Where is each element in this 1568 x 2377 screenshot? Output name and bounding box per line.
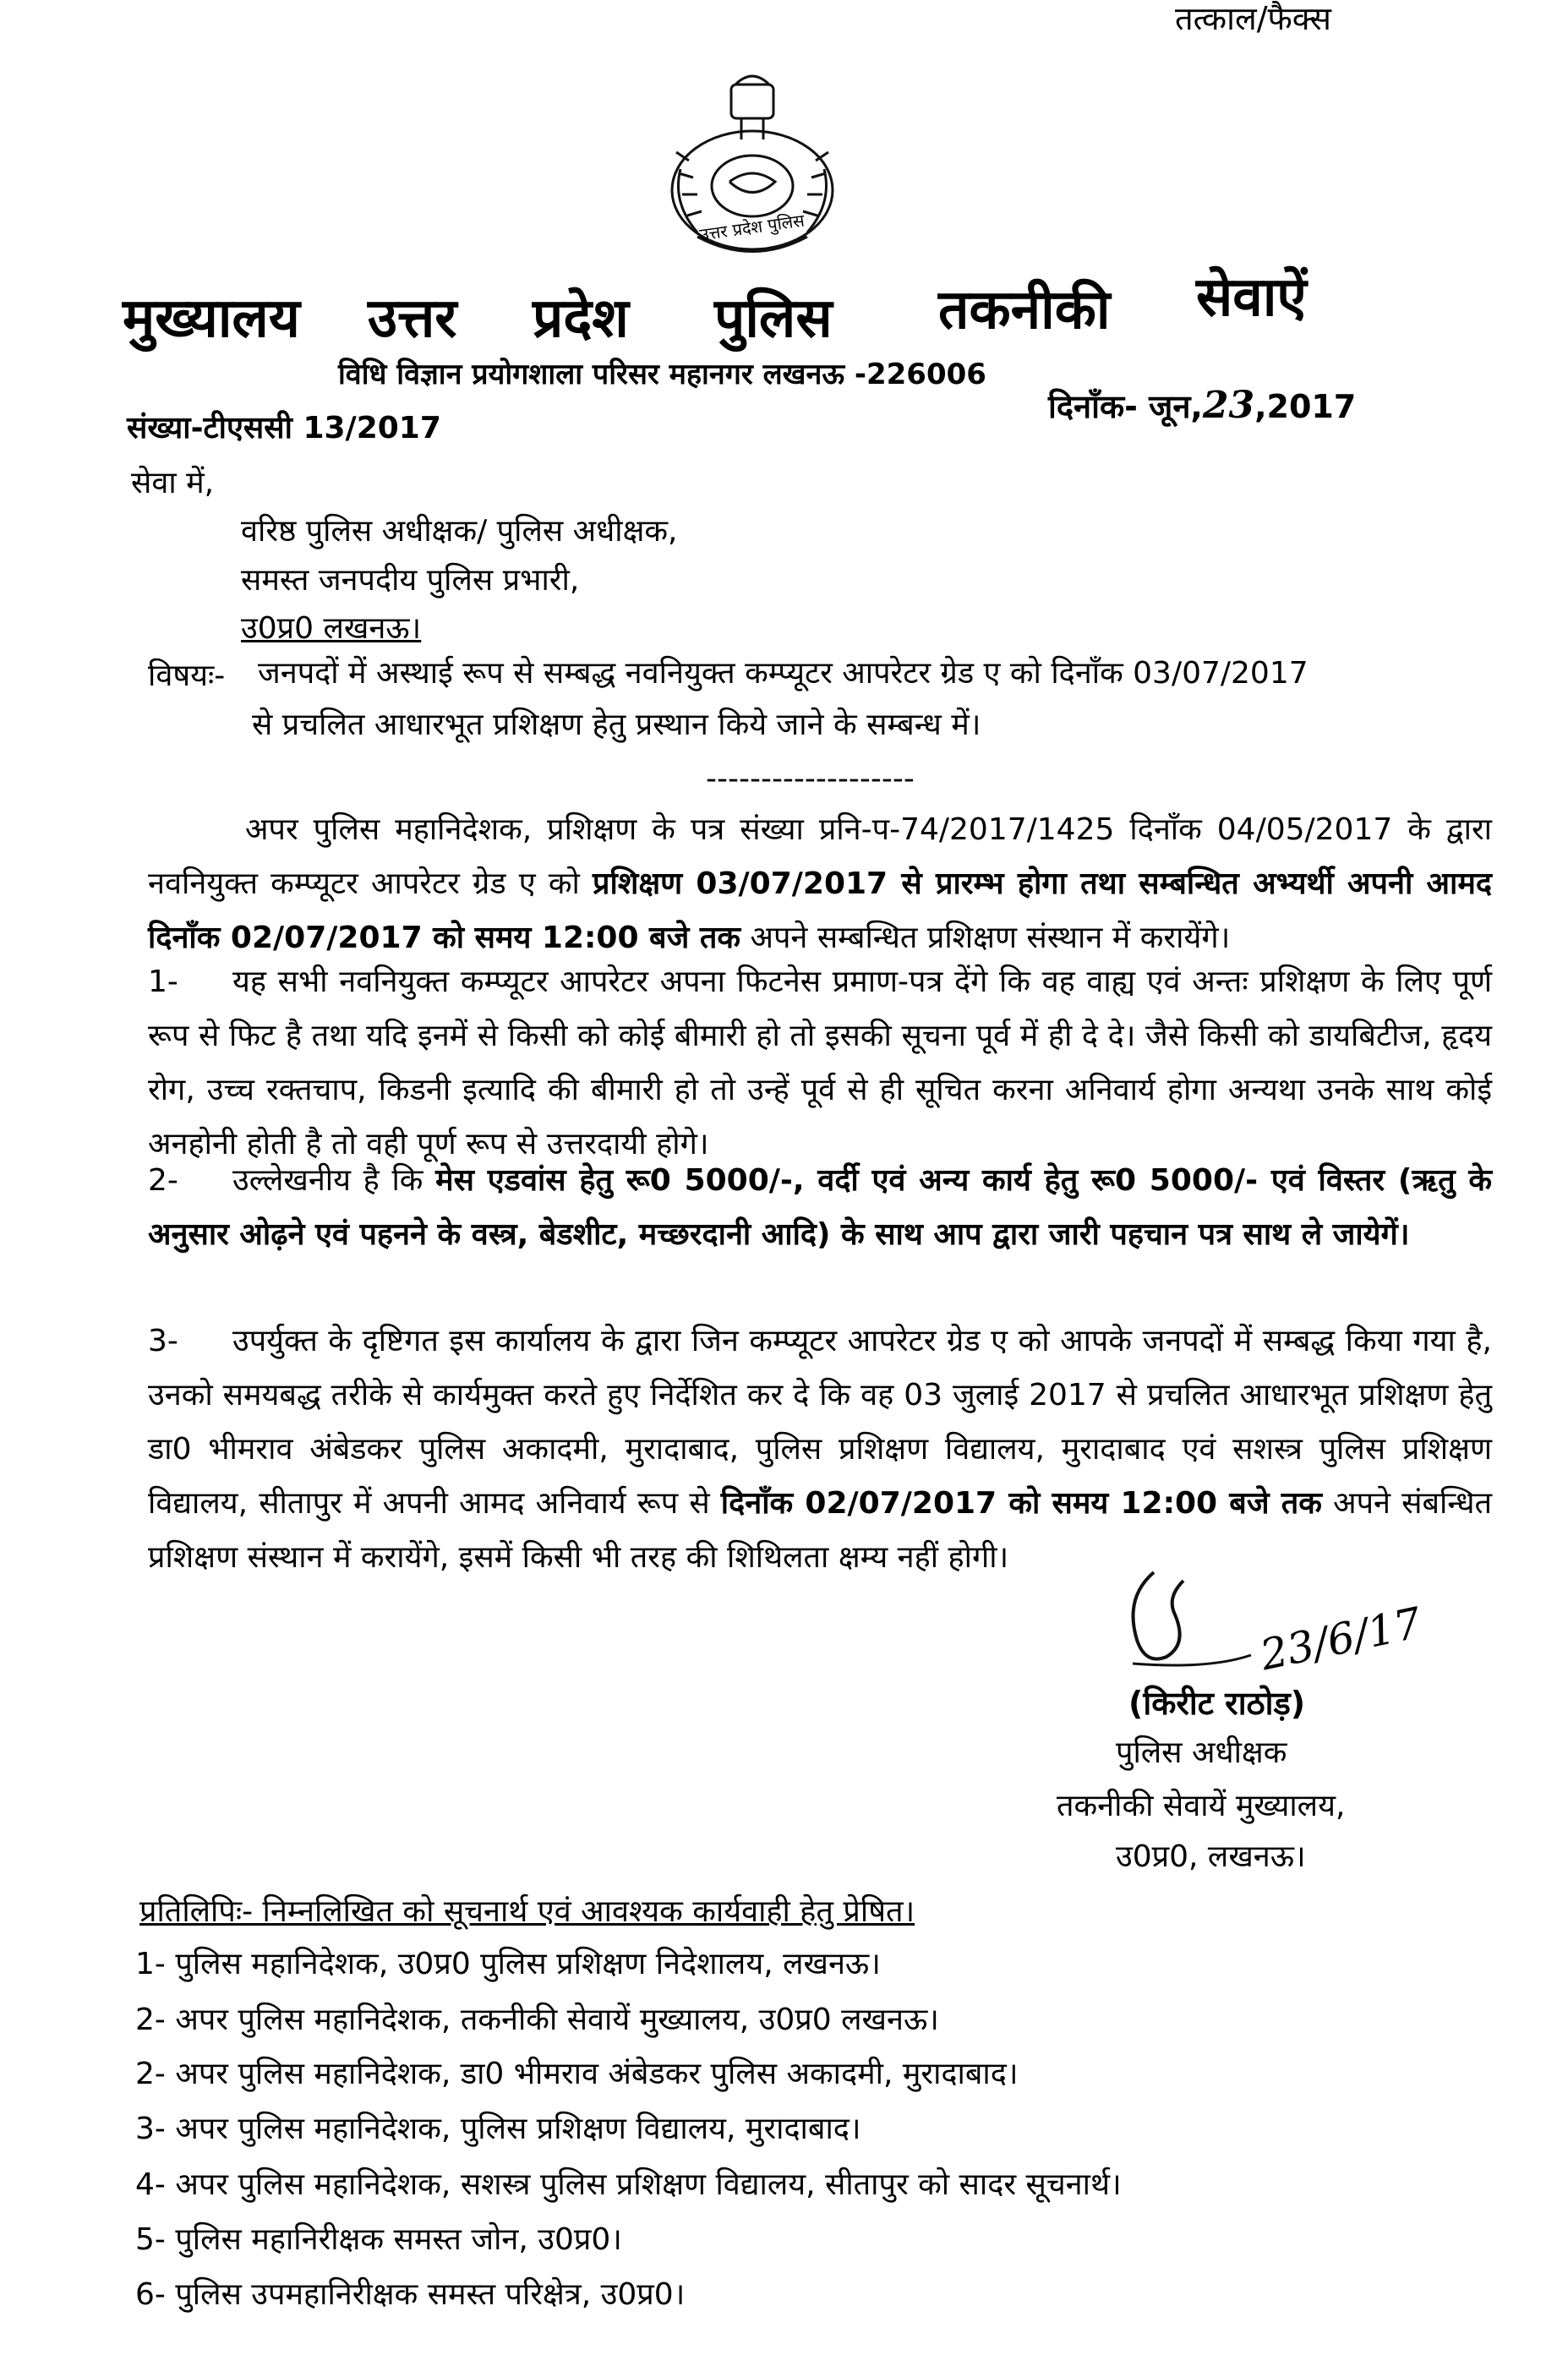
point-3-number: 3-	[148, 1324, 178, 1358]
date-year: ,2017	[1254, 388, 1357, 425]
point-2	[148, 1154, 1492, 1262]
copy-to-item: 1- पुलिस महानिदेशक, उ0प्र0 पुलिस प्रशिक्षण निदेशालय, लखनऊ।	[135, 1947, 881, 1981]
point-2-number: 2-	[148, 1163, 178, 1198]
signatory-designation: पुलिस अधीक्षक	[1116, 1735, 1287, 1770]
point-3	[148, 1314, 1492, 1585]
emblem-caption: उत्तर प्रदेश पुलिस	[698, 210, 806, 245]
signatory-office: तकनीकी सेवायें मुख्यालय,	[1057, 1789, 1346, 1823]
subject-label: विषयः-	[148, 658, 226, 693]
salutation: सेवा में,	[131, 466, 215, 500]
header-word-police: पुलिस	[714, 287, 833, 350]
copy-to-item: 2- अपर पुलिस महानिदेशक, डा0 भीमराव अंबेडकर पुलिस अकादमी, मुरादाबाद।	[135, 2057, 1019, 2091]
intro-text: अपर पुलिस महानिदेशक, प्रशिक्षण के पत्र संख्या प्रनि-प-74/2017/1425 दिनाँक 04/05/2017 के द्वारा नवनियुक्त कम्प्यूटर आपरेटर ग्रेड ए को	[148, 812, 1492, 901]
copy-to-item: 5- पुलिस महानिरीक्षक समस्त जोन, उ0प्र0।	[135, 2222, 622, 2257]
date-day-handwritten: 23	[1202, 384, 1255, 427]
separator-line: -------------------	[706, 762, 915, 796]
addressee-line-3: उ0प्र0 लखनऊ।	[241, 611, 422, 646]
intro-text-end: अपने सम्बन्धित प्रशिक्षण संस्थान में करायेंगे।	[740, 921, 1231, 955]
point-3-text-bold: दिनाँक 02/07/2017 को समय 12:00 बजे तक	[720, 1486, 1322, 1521]
handwritten-signature	[1107, 1564, 1471, 1699]
date-label: दिनाँक- जून,	[1048, 388, 1203, 425]
header-word-services: सेवाऐं	[1196, 266, 1307, 329]
copy-to-item: 6- पुलिस उपमहानिरीक्षक समस्त परिक्षेत्र, उ0प्र0।	[135, 2277, 686, 2312]
header-word-uttar: उत्तर	[368, 287, 457, 350]
point-2-text: उल्लेखनीय है कि	[232, 1163, 436, 1198]
point-1-number: 1-	[148, 964, 178, 999]
signatory-name: (किरीट राठोड़)	[1128, 1685, 1306, 1722]
copy-to-item: 2- अपर पुलिस महानिदेशक, तकनीकी सेवायें मुख्यालय, उ0प्र0 लखनऊ।	[135, 2003, 939, 2037]
header-word-pradesh: प्रदेश	[533, 287, 629, 350]
reference-number: संख्या-टीएससी 13/2017	[127, 411, 441, 445]
copy-to-item: 3- अपर पुलिस महानिदेशक, पुलिस प्रशिक्षण विद्यालय, मुरादाबाद।	[135, 2112, 861, 2146]
header-word-headquarters: मुख्यालय	[123, 287, 300, 350]
copy-to-item: 4- अपर पुलिस महानिदेशक, सशस्त्र पुलिस प्रशिक्षण विद्यालय, सीतापुर को सादर सूचनार्थ।	[135, 2167, 1122, 2202]
point-2-text-bold: मेस एडवांस हेतु रू0 5000/-, वर्दी एवं अन्य कार्य हेतु रू0 5000/- एवं विस्तर (ऋतु के अनुसार ओढ़ने एवं पहनने के वस्त्र, बेडशीट, मच्छरदानी आदि) के साथ आप द्वारा जारी पहचान पत्र साथ ले जायेगें।	[148, 1163, 1492, 1252]
addressee-line-1: वरिष्ठ पुलिस अधीक्षक/ पुलिस अधीक्षक,	[241, 514, 678, 549]
point-1	[148, 955, 1492, 1172]
subject-line-2: से प्रचलित आधारभूत प्रशिक्षण हेतु प्रस्थान किये जाने के सम्बन्ध में।	[252, 708, 981, 742]
urgent-fax-note: तत्काल/फैक्स	[1175, 0, 1331, 37]
intro-text-bold: प्रशिक्षण 03/07/2017 से प्रारम्भ होगा तथा सम्बन्धित अभ्यर्थी अपनी आमद दिनाँक 02/07/2017 को समय 12:00 बजे तक	[148, 866, 1492, 955]
copy-to-heading: प्रतिलिपिः- निम्नलिखित को सूचनार्थ एवं आवश्यक कार्यवाही हेतु प्रेषित।	[139, 1894, 915, 1929]
header-address: विधि विज्ञान प्रयोगशाला परिसर महानगर लखनऊ -226006	[338, 358, 986, 391]
signatory-place: उ0प्र0, लखनऊ।	[1116, 1839, 1306, 1874]
point-3-text: उपर्युक्त के दृष्टिगत इस कार्यालय के द्वारा जिन कम्प्यूटर आपरेटर ग्रेड ए को आपके जनपदों में सम्बद्ध किया गया है, उनको समयबद्ध तरीके से कार्यमुक्त करते हुए निर्देशित कर दे कि वह 03 जुलाई 2017 से प्रचलित आधारभूत प्रशिक्षण हेतु डा0 भीमराव अंबेडकर पुलिस अकादमी, मुरादाबाद, पुलिस प्रशिक्षण विद्यालय, मुरादाबाद एवं सशस्त्र पुलिस प्रशिक्षण विद्यालय, सीतापुर में अपनी आमद अनिवार्य रूप से	[148, 1324, 1492, 1521]
up-police-emblem-icon	[647, 68, 858, 262]
point-3-text-end: अपने संबन्धित प्रशिक्षण संस्थान में करायेंगे, इसमें किसी भी तरह की शिथिलता क्षम्य नहीं होगी।	[148, 1486, 1492, 1575]
signature-date-handwritten: 23/6/17	[1256, 1598, 1426, 1680]
letter-date	[1048, 384, 1357, 427]
addressee-line-2: समस्त जनपदीय पुलिस प्रभारी,	[241, 563, 580, 598]
subject-line-1: जनपदों में अस्थाई रूप से सम्बद्ध नवनियुक्त कम्प्यूटर आपरेटर ग्रेड ए को दिनाँक 03/07/2017	[258, 656, 1308, 691]
intro-paragraph	[148, 803, 1492, 965]
point-1-text: यह सभी नवनियुक्त कम्प्यूटर आपरेटर अपना फिटनेस प्रमाण-पत्र देंगे कि वह वाह्य एवं अन्तः प्रशिक्षण के लिए पूर्ण रूप से फिट है तथा यदि इनमें से किसी को कोई बीमारी हो तो इसकी सूचना पूर्व में ही दे दे। जैसे किसी को डायबिटीज, हृदय रोग, उच्च रक्तचाप, किडनी इत्यादि की बीमारी हो तो उन्हें पूर्व से ही सूचित करना अनिवार्य होगा अन्यथा उनके साथ कोई अनहोनी होती है तो वही पूर्ण रूप से उत्तरदायी होगे।	[148, 964, 1492, 1161]
header-word-technical: तकनीकी	[938, 279, 1111, 342]
